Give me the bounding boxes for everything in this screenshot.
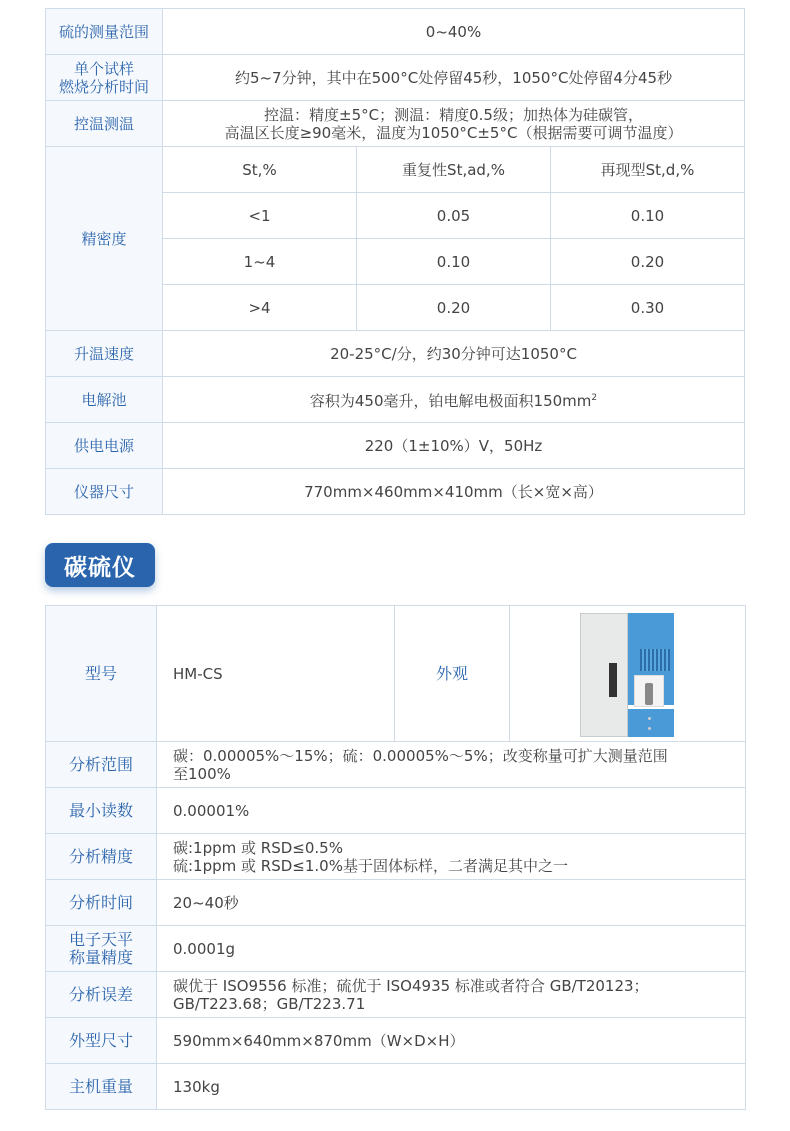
precision-cell: 0.10 (357, 239, 551, 285)
table-row (46, 880, 746, 926)
spec-value: 130kg (157, 1064, 746, 1110)
device-image (578, 611, 678, 737)
spec-label-line: 电子天平 (68, 929, 133, 949)
spec-value: 0.00001% (157, 788, 746, 834)
precision-label: 精密度 (46, 147, 163, 331)
spec-value-line: GB/T223.68；GB/T223.71 (173, 994, 366, 1013)
spec-value-line: 至100% (173, 764, 231, 783)
precision-cell: 0.20 (551, 239, 745, 285)
section-title: 碳硫仪 (45, 543, 155, 587)
appearance-image-cell (510, 606, 746, 742)
spec-label-line: 称量精度 (68, 947, 133, 967)
spec-label: 最小读数 (46, 788, 157, 834)
cell-value-text: 容积为450毫升，铂电解电极面积150mm (309, 392, 592, 410)
model-label: 型号 (46, 606, 157, 742)
cell-value-sup: 2 (591, 393, 598, 403)
table-row (46, 101, 745, 147)
precision-cell: >4 (163, 285, 357, 331)
spec-value: 590mm×640mm×870mm（W×D×H） (157, 1018, 746, 1064)
spec-value-line: 碳:1ppm 或 RSD≤0.5% (173, 838, 343, 857)
precision-cell: 0.10 (551, 193, 745, 239)
spec-label: 外型尺寸 (46, 1018, 157, 1064)
spec-label: 分析精度 (46, 834, 157, 880)
table-row (46, 1064, 746, 1110)
table-row (46, 423, 745, 469)
table-row (46, 972, 746, 1018)
spec-value-line: 硫:1ppm 或 RSD≤1.0%基于固体标样，二者满足其中之一 (173, 856, 568, 875)
table-row (46, 147, 745, 193)
range-value: 0~40% (163, 9, 745, 55)
spec-value (157, 972, 746, 1018)
temp-value (163, 101, 745, 147)
table-row (46, 331, 745, 377)
cs-spec-table (45, 605, 746, 1110)
temp-label: 控温测温 (46, 101, 163, 147)
table-row (46, 469, 745, 515)
spec-label: 主机重量 (46, 1064, 157, 1110)
size-label: 仪器尺寸 (46, 469, 163, 515)
heating-label: 升温速度 (46, 331, 163, 377)
precision-cell: 0.30 (551, 285, 745, 331)
spec-value: 0.0001g (157, 926, 746, 972)
size-value: 770mm×460mm×410mm（长×宽×高） (163, 469, 745, 515)
power-value: 220（1±10%）V，50Hz (163, 423, 745, 469)
precision-cell: 1~4 (163, 239, 357, 285)
precision-cell: 0.20 (357, 285, 551, 331)
time-value: 约5~7分钟，其中在500°C处停留45秒，1050°C处停留4分45秒 (163, 55, 745, 101)
spec-label: 分析范围 (46, 742, 157, 788)
spec-value (157, 834, 746, 880)
temp-value-line1: 控温：精度±5°C；测温：精度0.5级；加热体为硅碳管， (264, 105, 643, 124)
cell-label: 电解池 (46, 377, 163, 423)
temp-value-line2: 高温区长度≥90毫米，温度为1050°C±5°C（根据需要可调节温度） (224, 123, 683, 142)
table-row (46, 926, 746, 972)
time-label (46, 55, 163, 101)
spec-value-line: 碳：0.00005%～15%；硫：0.00005%～5%；改变称量可扩大测量范围 (173, 746, 668, 765)
table-row (46, 742, 746, 788)
cell-value (163, 377, 745, 423)
spec-label: 分析时间 (46, 880, 157, 926)
power-label: 供电电源 (46, 423, 163, 469)
table-row (46, 1018, 746, 1064)
spec-value (157, 742, 746, 788)
heating-value: 20-25°C/分，约30分钟可达1050°C (163, 331, 745, 377)
precision-header-cell: St,% (163, 147, 357, 193)
appearance-label: 外观 (395, 606, 510, 742)
table-row (46, 606, 746, 742)
time-label-line1: 单个试样 (73, 59, 134, 78)
spec-label (46, 926, 157, 972)
precision-cell: 0.05 (357, 193, 551, 239)
model-value: HM-CS (157, 606, 395, 742)
table-row (46, 55, 745, 101)
sulfur-spec-table (45, 8, 745, 515)
spec-value-line: 碳优于 ISO9556 标准；硫优于 ISO4935 标准或者符合 GB/T20123； (173, 976, 649, 995)
precision-cell: <1 (163, 193, 357, 239)
table-row (46, 788, 746, 834)
table-row (46, 834, 746, 880)
range-label: 硫的测量范围 (46, 9, 163, 55)
precision-header-cell: 重复性St,ad,% (357, 147, 551, 193)
table-row (46, 9, 745, 55)
precision-header-cell: 再现型St,d,% (551, 147, 745, 193)
spec-label: 分析误差 (46, 972, 157, 1018)
time-label-line2: 燃烧分析时间 (58, 77, 149, 96)
table-row (46, 377, 745, 423)
spec-value: 20~40秒 (157, 880, 746, 926)
